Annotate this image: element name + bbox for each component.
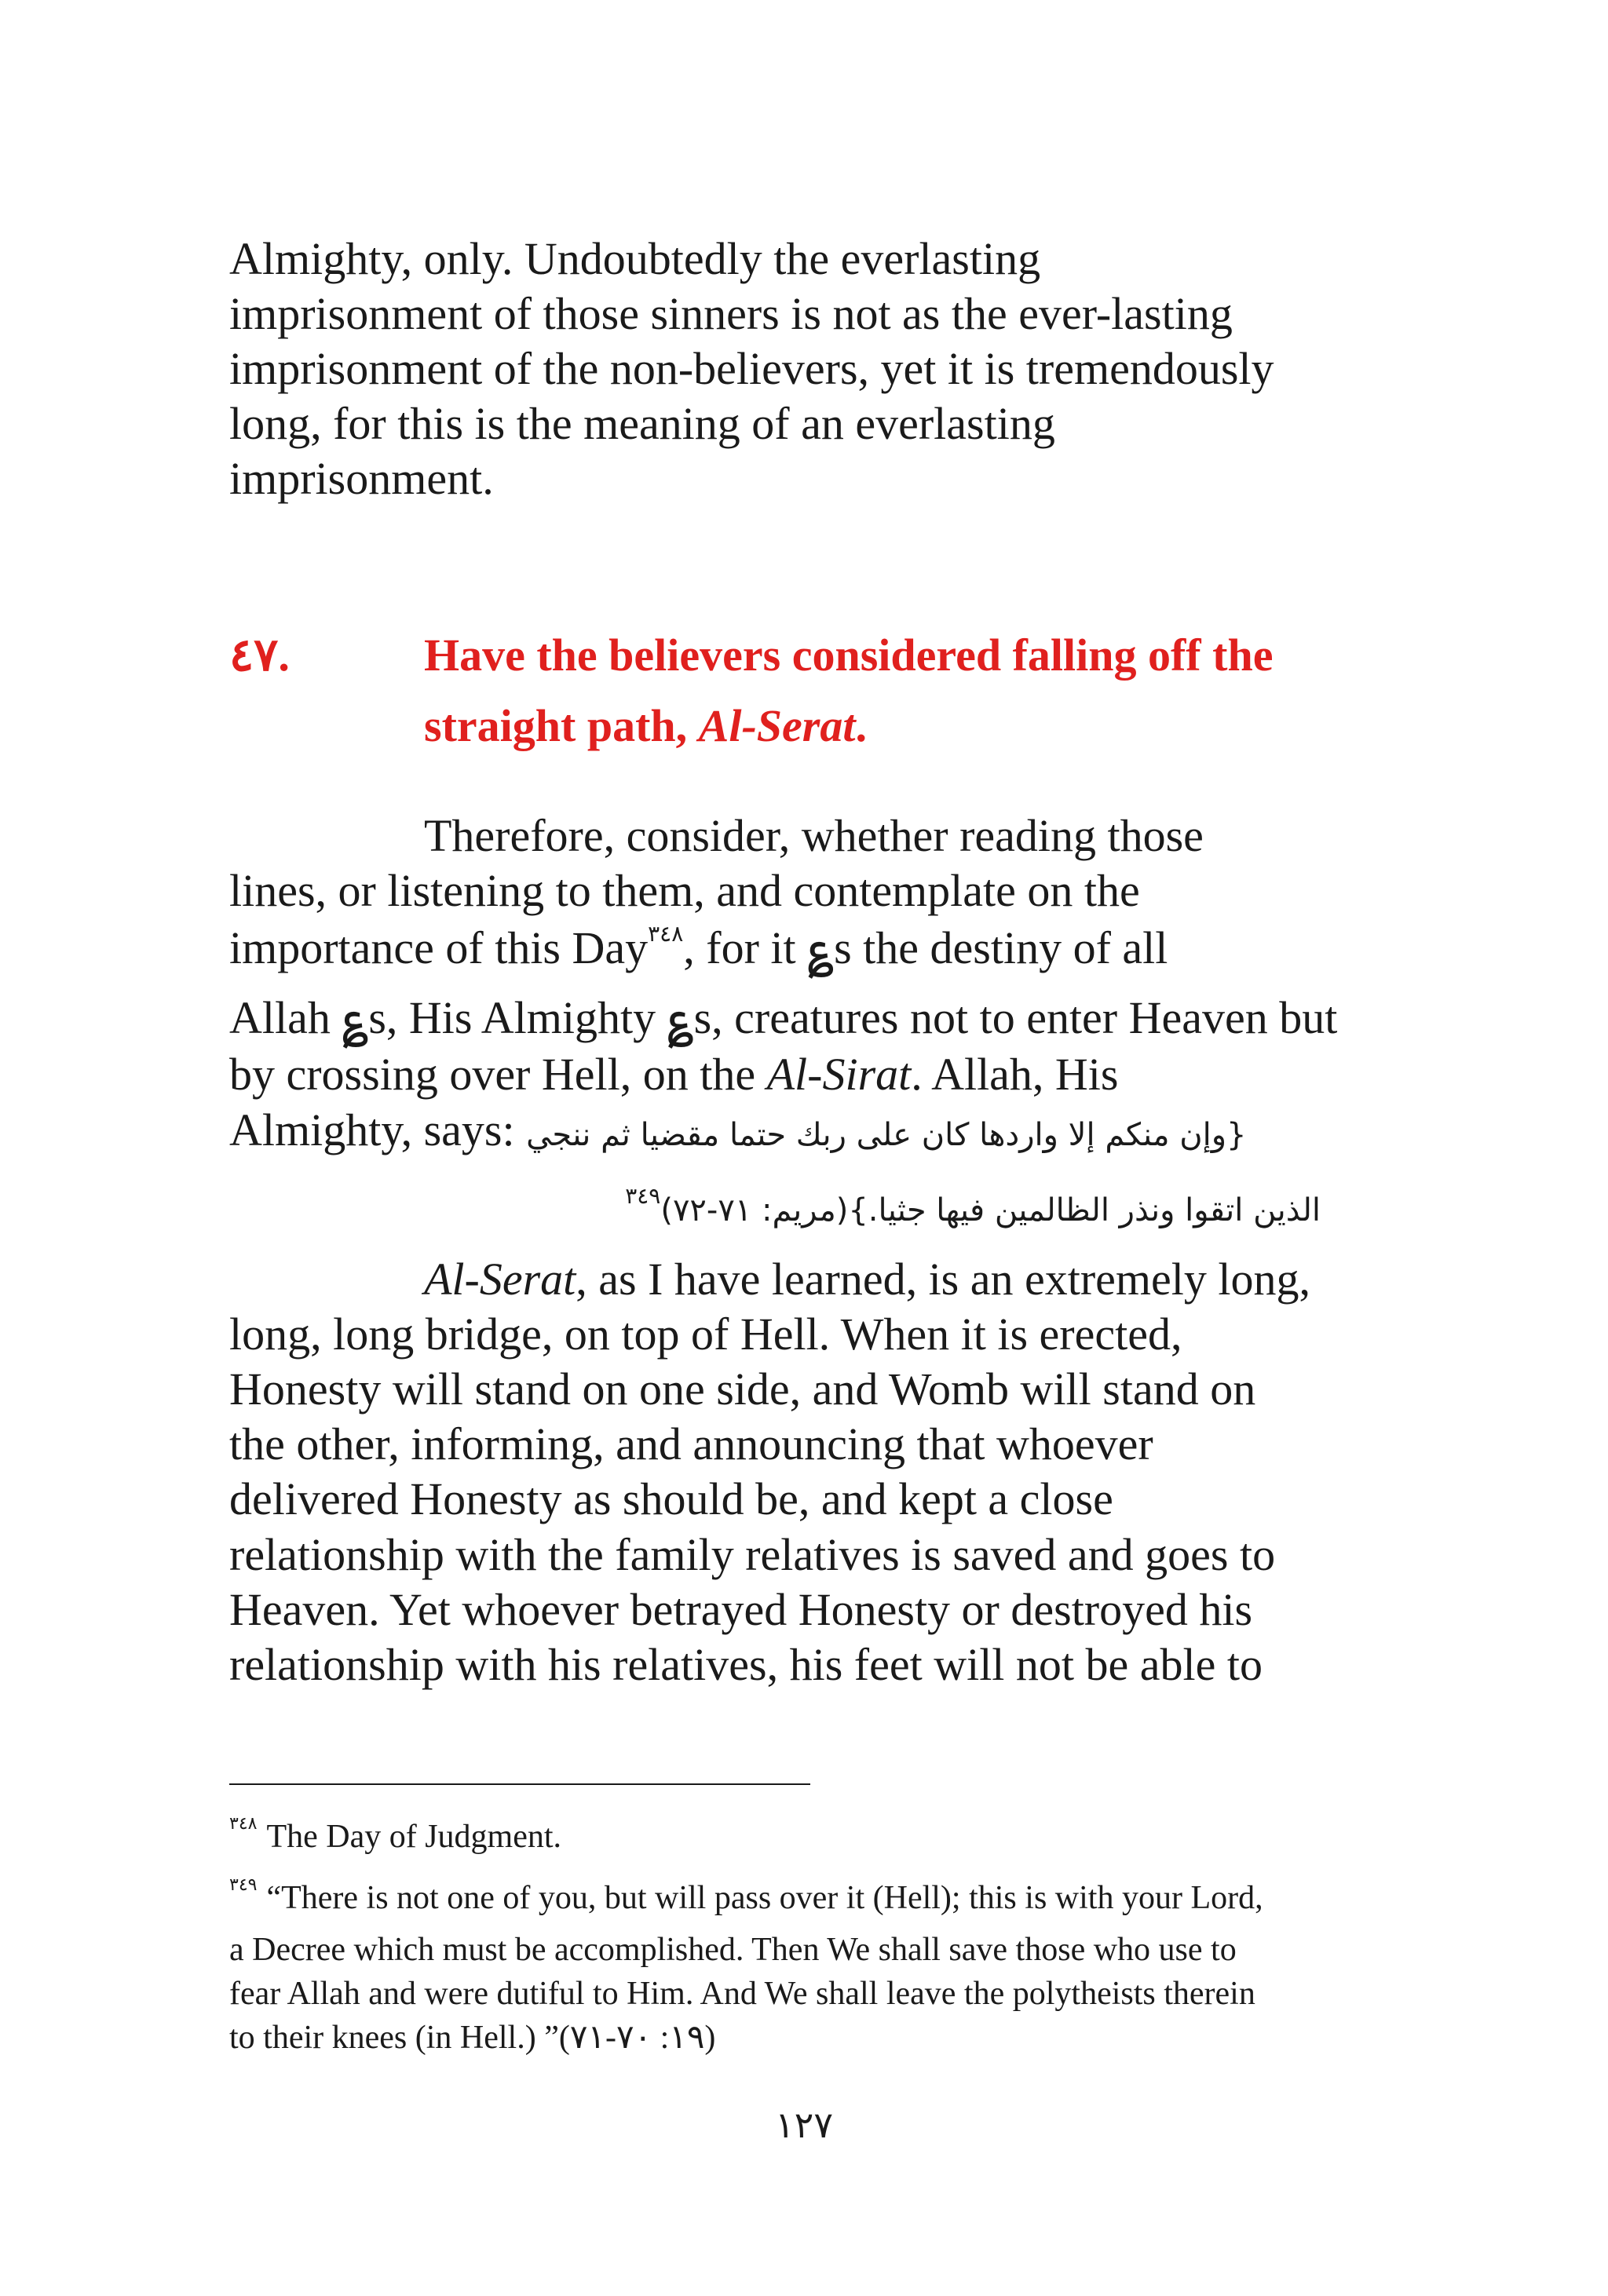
footnote-348 (229, 1815, 561, 1859)
section-title-end: . (855, 700, 867, 751)
paragraph-line: the other, informing, and announcing that whoever (229, 1418, 1153, 1469)
arabic-text: الذين اتقوا ونذر الظالمين فيها جثيا.}(مريم: ٧١-٧٢) (660, 1192, 1321, 1228)
footnote-line: to their knees (in Hell.) ”(١٩: ٧٠-٧١) (229, 2020, 716, 2056)
footnote-line: a Decree which must be accomplished. Then We shall save those who use to (229, 1932, 1237, 1968)
text-span: , for it ؏s the destiny of all (683, 922, 1168, 973)
italic-term: Al-Sirat (766, 1049, 912, 1100)
paragraph-line: Honesty will stand on one side, and Womb will stand on (229, 1363, 1256, 1414)
footnote-line: fear Allah and were dutiful to Him. And We shall leave the polytheists therein (229, 1976, 1255, 2012)
footnote-separator (229, 1783, 810, 1785)
text-span: Almighty, says: (229, 1104, 527, 1155)
paragraph-line (424, 1252, 1310, 1307)
section-title-plain: straight path, (424, 700, 699, 751)
text-span: , as I have learned, is an extremely long, (576, 1254, 1310, 1305)
arabic-quote-line (229, 1182, 1321, 1234)
paragraph-line: relationship with his relatives, his feet will not be able to (229, 1639, 1263, 1690)
section-title-italic: Al-Serat (698, 700, 856, 751)
paragraph-line (229, 1047, 1119, 1102)
footnote-number: ٣٤٨ (229, 1813, 258, 1833)
footnote-349 (229, 1876, 1263, 1920)
footnote-ref-348[interactable]: ٣٤٨ (648, 922, 684, 947)
paragraph-line: imprisonment. (229, 453, 494, 504)
arabic-quote: {وإن منكم إلا واردها كان على ربك حتما مقضيا ثم ننجي (526, 1117, 1247, 1153)
paragraph-line: imprisonment of the non-believers, yet it is tremendously (229, 343, 1274, 394)
text-span: by crossing over Hell, on the (229, 1049, 767, 1100)
footnote-text: “There is not one of you, but will pass over it (Hell); this is with your Lord, (266, 1880, 1263, 1916)
paragraph-line: Heaven. Yet whoever betrayed Honesty or destroyed his (229, 1584, 1253, 1635)
italic-term: Al-Serat (424, 1254, 576, 1305)
page-number: ١٢٧ (774, 2104, 834, 2146)
footnote-number: ٣٤٩ (229, 1874, 258, 1894)
paragraph-line: imprisonment of those sinners is not as the ever-lasting (229, 288, 1233, 339)
paragraph-line (229, 921, 1168, 976)
paragraph-line: relationship with the family relatives is saved and goes to (229, 1529, 1276, 1580)
paragraph-line: long, long bridge, on top of Hell. When it is erected, (229, 1309, 1182, 1360)
paragraph-line (229, 1103, 1247, 1163)
paragraph-line: long, for this is the meaning of an everlasting (229, 398, 1055, 449)
section-title-line2 (424, 699, 867, 754)
paragraph-line: Therefore, consider, whether reading those (424, 810, 1204, 861)
paragraph-line: Allah ؏s, His Almighty ؏s, creatures not to enter Heaven but (229, 992, 1338, 1043)
paragraph-line: Almighty, only. Undoubtedly the everlasting (229, 233, 1041, 284)
section-number: ٤٧. (229, 630, 290, 681)
paragraph-line: delivered Honesty as should be, and kept a close (229, 1473, 1113, 1524)
paragraph-line: lines, or listening to them, and contemplate on the (229, 865, 1140, 916)
section-title-line1: Have the believers considered falling off the (424, 630, 1274, 681)
text-span: importance of this Day (229, 922, 649, 973)
footnote-text: The Day of Judgment. (266, 1819, 562, 1855)
footnote-ref-349[interactable]: ٣٤٩ (625, 1182, 661, 1209)
text-span: . Allah, His (911, 1049, 1119, 1100)
